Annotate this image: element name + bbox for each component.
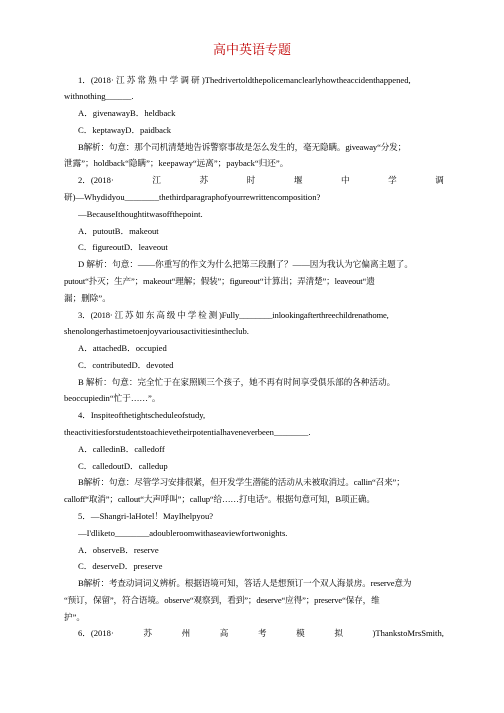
question-5-reply: —I'dliketo________adoubleroomwithaseaviewfortwonights.: [78, 528, 288, 538]
source-char: 苏: [199, 175, 209, 185]
question-2-options-ab: A．putoutB．makeout: [78, 226, 159, 236]
question-2-analysis: D 解析：句意：——你重写的作文为什么把第三段删了？——因为我认为它偏离主题了。: [78, 259, 413, 269]
question-5-analysis-end: 护”。: [64, 612, 86, 622]
source-char: 拟: [334, 628, 343, 638]
question-3-analysis-cont: beoccupiedin“忙于……”。: [64, 393, 161, 403]
question-4-options-cd: C．calledoutD．calledup: [78, 461, 168, 471]
question-3-options-cd: C．contributedD．devoted: [78, 360, 174, 370]
question-4-stem: 4．Inspiteofthetightscheduleofstudy,: [78, 410, 206, 420]
source-char: 考: [257, 628, 267, 638]
question-1-options-cd: C．keptawayD．paidback: [78, 125, 172, 135]
question-3-options-ab: A．attachedB．occupied: [78, 343, 167, 353]
question-2-stem: 研)—Whydidyou________thethirdparagraphofyourrewrittencomposition?: [64, 192, 321, 202]
source-char: 调: [435, 175, 444, 185]
question-2-header: [78, 175, 444, 186]
question-4-options-ab: A．calledinB．calledoff: [78, 444, 165, 454]
question-1-analysis: B解析：句意：那个司机清楚地告诉警察事故是怎么发生的，毫无隐瞒。giveaway“分发；: [78, 142, 407, 152]
question-5-options-cd: C．deserveD．preserve: [78, 561, 163, 571]
question-2-reply: —BecauseIthoughtitwasoffthepoint.: [78, 209, 203, 219]
question-6-source: 6．(2018·: [78, 628, 114, 638]
question-1-stem-cont: withnothing______.: [64, 91, 134, 101]
question-2-analysis-cont: putout“扑灭；生产”；makeout“理解；假装”；figureout“计算出；弄清楚”；leaveout“遗: [64, 276, 375, 286]
source-char: 模: [296, 628, 305, 638]
question-5-analysis-cont: “预订，保留”，符合语境。observe“观察到，看到”；deserve“应得”；preserve“保存，维: [64, 595, 380, 605]
source-char: 高: [219, 628, 229, 638]
source-char: 州: [181, 628, 191, 638]
source-char: 学: [388, 175, 397, 185]
source-char: 时: [246, 175, 256, 185]
question-6-stem-start: )ThankstoMrsSmith,: [372, 628, 444, 638]
question-4-analysis: B解析：句意：尽管学习安排很紧，但开发学生潜能的活动从未被取消过。callin“召来”；: [78, 477, 405, 487]
question-6-header: [78, 628, 444, 639]
question-1-stem: 1．(2018· 江 苏 常 熟 中 学 调 研 )Thedrivertoldthepolicemanclearlyhowtheaccidenthappened,: [78, 75, 411, 85]
question-2-options-cd: C．figureoutD．leaveout: [78, 242, 168, 252]
question-2-source: 2．(2018·: [78, 175, 114, 185]
question-5-analysis: B解析：考查动词词义辨析。根据语境可知，答话人是想预订一个双人海景房。reserve意为: [78, 578, 412, 588]
source-char: 中: [340, 175, 350, 185]
source-char: 江: [152, 175, 161, 185]
source-char: 堰: [293, 175, 303, 185]
page-title: 高中英语专题: [212, 43, 291, 58]
question-1-options-ab: A．givenawayB．heldback: [78, 108, 176, 118]
question-4-stem-cont: theactivitiesforstudentstoachievetheirpotentialhaveneverbeen________.: [64, 427, 311, 437]
question-5-stem: 5．—Shangri-laHotel！MayIhelpyou?: [78, 511, 214, 521]
question-3-stem: 3．(2018· 江 苏 如 东 高 级 中 学 检 测 )Fully________inlookingafterthreechildrenathome,: [78, 310, 389, 320]
question-5-options-ab: A．observeB．reserve: [78, 545, 159, 555]
question-1-analysis-cont: 泄露”；holdback“隐瞒”；keepaway“远离”；payback“归还”。: [64, 158, 289, 168]
question-3-stem-cont: shenolongerhastimetoenjoyvariousactivitiesintheclub.: [64, 326, 249, 336]
question-2-analysis-end: 漏；删除”。: [64, 293, 111, 303]
source-char: 苏: [143, 628, 152, 638]
question-4-analysis-cont: calloff“取消”；callout“大声呼叫”；callup“给……打电话”。根据句意可知，B项正确。: [64, 494, 375, 504]
question-3-analysis: B 解析：句意：完全忙于在家照顾三个孩子，她不再有时间享受俱乐部的各种活动。: [78, 377, 396, 387]
